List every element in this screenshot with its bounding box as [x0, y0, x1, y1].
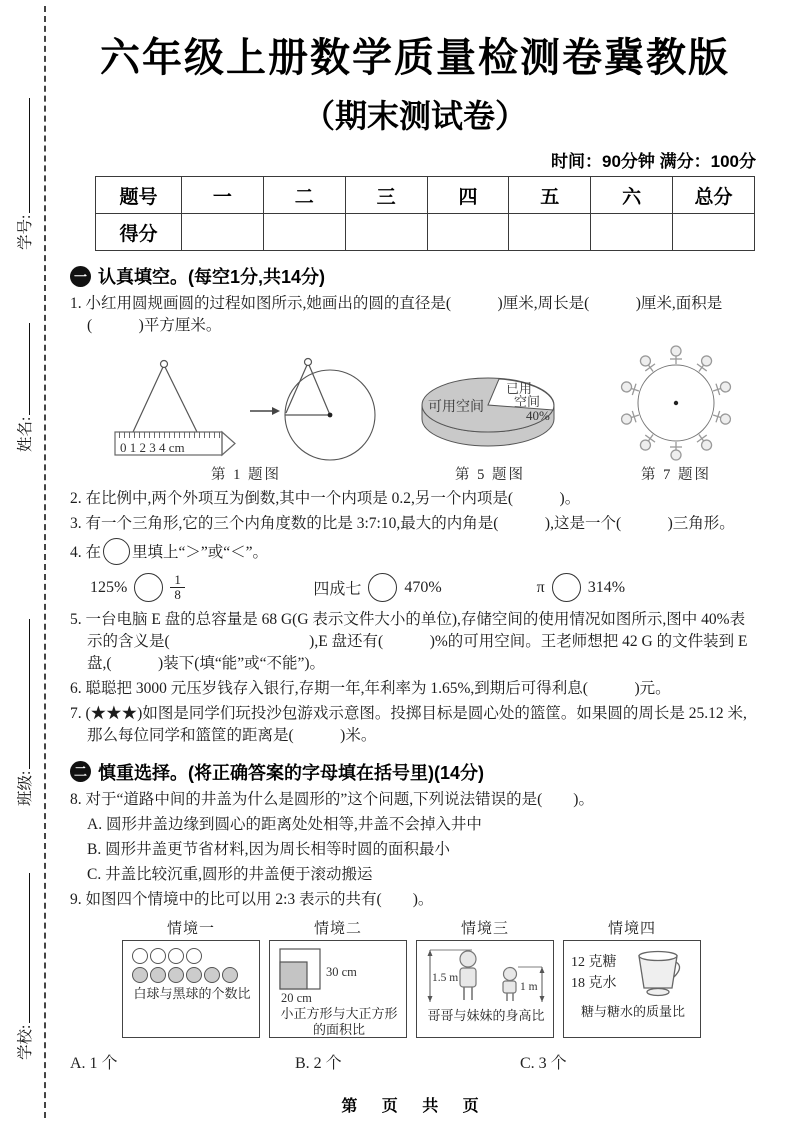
question-4	[70, 538, 760, 565]
score-cell[interactable]	[182, 214, 264, 251]
answer-circle[interactable]	[552, 573, 581, 602]
black-ball	[222, 967, 238, 983]
white-ball	[132, 948, 148, 964]
score-table-col-6: 六	[591, 177, 673, 214]
question-9-option-a: A. 1 个	[70, 1054, 118, 1072]
white-ball	[186, 948, 202, 964]
compare-3-left: π	[536, 578, 545, 596]
answer-circle[interactable]	[368, 573, 397, 602]
scenario-2	[269, 917, 407, 1038]
question-1: 1. 小红用圆规画圆的过程如图所示,她画出的圆的直径是( )厘米,周长是( )厘米,面积是( )平方厘米。	[70, 295, 723, 334]
page-footer: 第 页 共 页	[341, 1097, 489, 1115]
score-table-qnum-label: 题号	[96, 177, 182, 214]
question-4-pre: 4. 在	[70, 544, 102, 561]
score-table-score-label: 得分	[96, 214, 182, 251]
score-cell[interactable]	[427, 214, 509, 251]
score-cell[interactable]	[263, 214, 345, 251]
exam-content	[70, 0, 760, 1116]
scenario-4-caption: 糖与糖水的质量比	[580, 1003, 685, 1019]
sandbag-game-diagram	[600, 343, 752, 461]
pie-used-label-2: 空间	[514, 394, 541, 409]
scenario-3-caption: 哥哥与妹妹的身高比	[427, 1007, 545, 1023]
figure-7-caption: 第 7 题图	[641, 467, 711, 483]
score-cell[interactable]	[673, 214, 755, 251]
figure-kids-circle	[600, 343, 752, 484]
pie-used-percent: 40%	[526, 408, 550, 423]
student-name-write-line[interactable]	[16, 323, 30, 415]
class-field	[13, 619, 35, 806]
question-8-option-c: C. 井盖比较沉重,圆形的井盖便于滚动搬运	[87, 865, 373, 883]
compare-2-right: 470%	[404, 578, 442, 596]
white-ball	[150, 948, 166, 964]
figure-compass-ruler	[112, 355, 380, 484]
fold-dashed-line	[44, 6, 46, 1118]
black-ball	[168, 967, 184, 983]
sister-height-label: 1 m	[520, 980, 538, 993]
black-ball	[132, 967, 148, 983]
question-9-option-c: C. 3 个	[520, 1054, 567, 1072]
scenario-1	[122, 917, 260, 1038]
student-id-label: 学号:	[17, 214, 34, 250]
section-one-header	[70, 263, 760, 289]
section-one-number-icon: 一	[70, 266, 91, 287]
question-9-option-b: B. 2 个	[295, 1054, 342, 1072]
question-8: 8. 对于“道路中间的井盖为什么是圆形的”这个问题,下列说法错误的是( )。	[70, 790, 594, 808]
section-two-header	[70, 759, 760, 785]
scenario-3-title: 情境三	[460, 920, 509, 937]
section-two-number-icon: 二	[70, 761, 91, 782]
question-9-options	[70, 1050, 760, 1073]
figure-1-caption: 第 1 题图	[211, 467, 281, 483]
score-table-col-total: 总分	[673, 177, 755, 214]
pie-used-label-1: 已用	[506, 381, 533, 396]
school-write-line[interactable]	[16, 873, 30, 1023]
scenario-2-title: 情境二	[313, 920, 362, 937]
fraction-one-eighth: $\frac{1}{8}$	[170, 573, 185, 603]
compare-3-right: 314%	[587, 578, 626, 596]
black-ball	[150, 967, 166, 983]
class-label: 班级:	[17, 770, 34, 806]
pie-free-label: 可用空间	[428, 400, 484, 415]
figure-5-caption: 第 5 题图	[455, 467, 525, 483]
sugar-amount: 12 克糖	[571, 954, 617, 970]
brother-height-label: 1.5 m	[432, 971, 459, 984]
white-ball	[168, 948, 184, 964]
question-2: 2. 在比例中,两个外项互为倒数,其中一个内项是 0.2,另一个内项是( )。	[70, 490, 581, 507]
disk-usage-chart	[414, 355, 566, 461]
question-3: 3. 有一个三角形,它的三个内角度数的比是 3:7:10,最大的内角是( ),这是一个( )三角形。	[70, 515, 735, 532]
compare-2-left: 四成七	[313, 581, 362, 599]
scenario-1-caption: 白球与黑球的个数比	[133, 985, 251, 1001]
heights-diagram	[422, 946, 550, 1006]
student-name-label: 姓名:	[17, 416, 34, 452]
section-one-title: 认真填空。(每空1分,共14分)	[98, 267, 326, 287]
scenario-4-title: 情境四	[607, 920, 656, 937]
water-amount: 18 克水	[571, 975, 617, 991]
student-id-write-line[interactable]	[16, 98, 30, 213]
school-label: 学校:	[17, 1024, 34, 1060]
compare-item-3	[537, 573, 760, 603]
scenario-1-box	[122, 940, 260, 1038]
black-ball	[186, 967, 202, 983]
white-balls-row	[132, 948, 256, 964]
question-figures-row	[112, 343, 760, 484]
answer-circle[interactable]	[103, 538, 130, 565]
ruler-scale-label: 0 1 2 3 4 cm	[120, 440, 185, 455]
sugar-water-content	[569, 946, 697, 1002]
compass-circle-diagram	[112, 355, 380, 461]
question-9: 9. 如图四个情境中的比可以用 2:3 表示的共有( )。	[70, 890, 434, 908]
section-two-title: 慎重选择。(将正确答案的字母填在括号里)(14分)	[98, 762, 484, 783]
score-table-col-2: 二	[263, 177, 345, 214]
score-table	[95, 176, 755, 251]
score-table-col-4: 四	[427, 177, 509, 214]
small-square-dim-label: 20 cm	[281, 990, 312, 1004]
score-table-col-1: 一	[182, 177, 264, 214]
page-subtitle: （期末测试卷）	[302, 98, 527, 134]
question-4-items	[90, 573, 760, 603]
sugar-water-amounts	[571, 952, 617, 994]
compare-item-2	[313, 573, 536, 603]
exam-time-score-meta: 时间：90分钟 满分：100分	[551, 152, 756, 171]
score-table-col-5: 五	[509, 177, 591, 214]
score-table-header-row	[96, 177, 755, 214]
student-name-field	[13, 323, 35, 452]
question-5: 5. 一台电脑 E 盘的总容量是 68 G(G 表示文件大小的单位),存储空间的使用情况如图所示,图中 40%表示的含义是( ),E 盘还有( )%的可用空间。王老师想把 42 G 的文件装到 E 盘,( )装下(填“能”或“不能”)。	[70, 610, 748, 672]
answer-circle[interactable]	[134, 573, 163, 602]
question-8-option-b: B. 圆形井盖更节省材料,因为周长相等时圆的面积最小	[87, 840, 450, 858]
page-title: 六年级上册数学质量检测卷冀教版	[100, 36, 730, 80]
class-write-line[interactable]	[16, 619, 30, 769]
scenario-2-box	[269, 940, 407, 1038]
big-square-dim-label: 30 cm	[326, 964, 357, 979]
question-9-scenarios	[122, 917, 760, 1038]
squares-diagram	[276, 946, 402, 1004]
scenario-2-caption: 小正方形与大正方形的面积比	[280, 1005, 398, 1037]
score-cell[interactable]	[509, 214, 591, 251]
score-cell[interactable]	[345, 214, 427, 251]
student-id-field	[13, 98, 35, 250]
scenario-4-box	[563, 940, 701, 1038]
question-8-option-a: A. 圆形井盖边缘到圆心的距离处处相等,井盖不会掉入井中	[87, 815, 482, 833]
scenario-3	[416, 917, 554, 1038]
compare-item-1	[90, 573, 313, 603]
cup-icon	[631, 946, 685, 1002]
black-ball	[204, 967, 220, 983]
scenario-3-box	[416, 940, 554, 1038]
score-cell[interactable]	[591, 214, 673, 251]
question-6: 6. 聪聪把 3000 元压岁钱存入银行,存期一年,年利率为 1.65%,到期后可得利息( )元。	[70, 679, 671, 697]
scenario-1-title: 情境一	[166, 920, 215, 937]
score-table-score-row	[96, 214, 755, 251]
compare-1-left: 125%	[90, 578, 128, 596]
question-7: 7. (★★★)如图是同学们玩投沙包游戏示意图。投掷目标是圆心处的篮筐。如果圆的周长是 25.12 米,那么每位同学和篮筐的距离是( )米。	[70, 704, 747, 744]
scenario-4	[563, 917, 701, 1038]
question-4-post: 里填上“＞”或“＜”。	[132, 544, 269, 561]
figure-disk-pie	[414, 355, 566, 484]
school-field	[13, 873, 35, 1060]
score-table-col-3: 三	[345, 177, 427, 214]
black-balls-row	[132, 967, 256, 983]
